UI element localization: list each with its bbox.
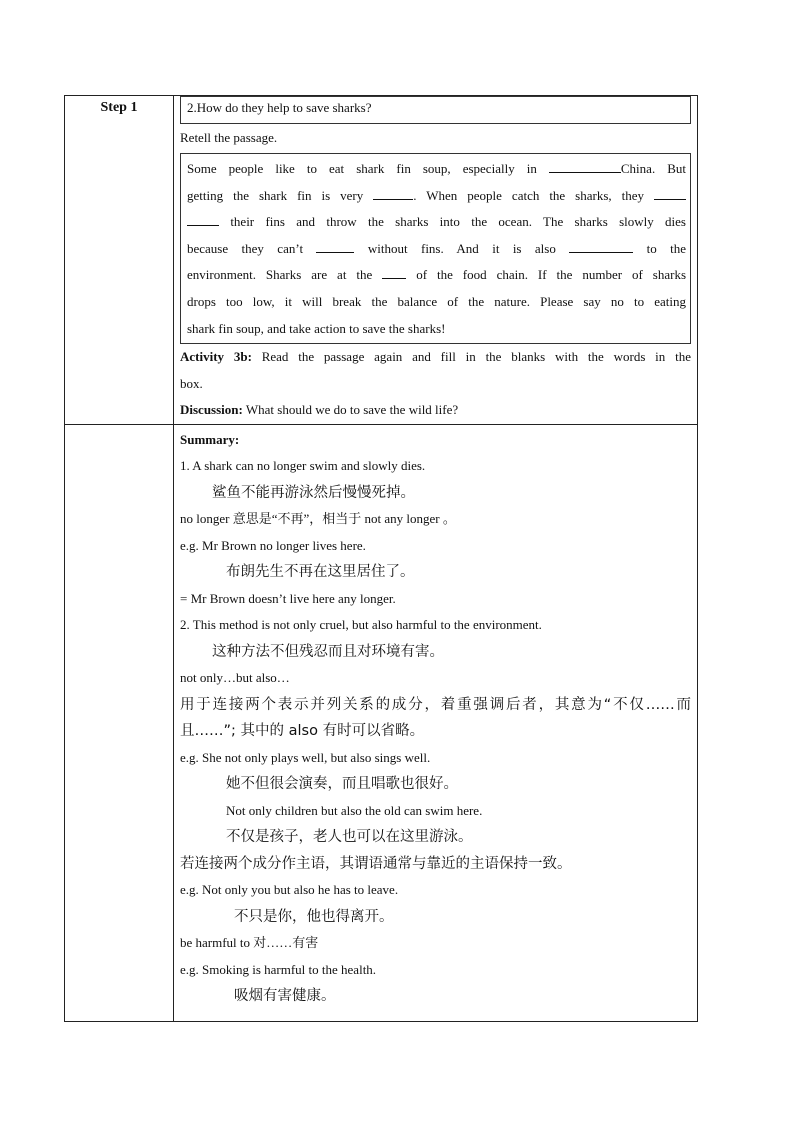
activity-text: Read the passage again and fill in the blanks with the words in the <box>251 349 691 365</box>
question-text: 2.How do they help to save sharks? <box>187 100 372 115</box>
passage-line-6: drops too low, it will break the balance of the nature. Please say no to eating <box>187 293 686 309</box>
summary-line-19: be harmful to 对……有害 <box>180 935 319 951</box>
passage-line-1: Some people like to eat shark fin soup, especially in China. But <box>187 161 687 176</box>
summary-line-6: = Mr Brown doesn’t live here any longer. <box>180 590 396 606</box>
summary-line-9: not only…but also… <box>180 670 290 686</box>
summary-line-13: 她不但很会演奏，而且唱歌也很好。 <box>226 776 458 793</box>
summary-label-cell <box>65 424 174 1021</box>
activity-3b-cont: box. <box>180 375 203 391</box>
passage-line-5: environment. Sharks are at the of the food chain. If the number of sharks <box>187 267 687 283</box>
summary-line-20: e.g. Smoking is harmful to the health. <box>180 961 377 977</box>
table-row-step1 <box>65 96 698 425</box>
blank-4 <box>316 241 354 253</box>
step-label-cell <box>65 96 174 425</box>
blank-1 <box>549 161 621 173</box>
summary-line-2: 鲨鱼不能再游泳然后慢慢死掉。 <box>212 484 415 501</box>
blank-5 <box>569 241 633 253</box>
summary-line-15: 不仅是孩子，老人也可以在这里游泳。 <box>226 829 473 846</box>
discussion-label: Discussion: <box>180 402 243 418</box>
summary-line-17: e.g. Not only you but also he has to leave. <box>180 882 399 898</box>
summary-line-10: 用于连接两个表示并列关系的成分，着重强调后者，其意为“不仅……而 <box>180 696 691 713</box>
summary-line-1: 1. A shark can no longer swim and slowly dies. <box>180 458 426 474</box>
discussion <box>180 397 691 424</box>
lesson-table <box>64 95 698 1022</box>
retell-instruction: Retell the passage. <box>180 130 278 145</box>
passage-line-2: getting the shark fin is very . When people catch the sharks, they <box>187 183 686 210</box>
summary-heading: Summary: <box>180 431 240 447</box>
activity-3b <box>180 344 691 371</box>
question-box <box>180 96 691 124</box>
blank-3b <box>187 214 219 226</box>
summary-content-cell <box>174 424 698 1021</box>
blank-2 <box>373 188 413 200</box>
summary-line-7: 2. This method is not only cruel, but also harmful to the environment. <box>180 617 542 633</box>
table-row-summary <box>65 424 698 1021</box>
summary-line-18: 不只是你，他也得离开。 <box>234 908 394 925</box>
passage-box <box>180 153 691 344</box>
summary-line-12: e.g. She not only plays well, but also sings well. <box>180 749 431 765</box>
summary-line-16: 若连接两个成分作主语，其谓语通常与靠近的主语保持一致。 <box>180 855 572 872</box>
summary-line-4: e.g. Mr Brown no longer lives here. <box>180 537 366 553</box>
discussion-text: What should we do to save the wild life? <box>242 402 459 418</box>
summary-line-21: 吸烟有害健康。 <box>234 988 336 1005</box>
summary-line-14: Not only children but also the old can swim here. <box>226 802 483 818</box>
step-content-cell <box>174 96 698 425</box>
activity-label: Activity 3b: <box>180 349 252 365</box>
summary-line-8: 这种方法不但残忍而且对环境有害。 <box>212 643 444 660</box>
summary-line-3: no longer 意思是“不再”，相当于 not any longer 。 <box>180 511 456 527</box>
passage-line-4: because they can’t without fins. And it is also to the <box>187 240 687 256</box>
summary-line-11: 且……”; 其中的 also 有时可以省略。 <box>180 723 425 740</box>
blank-3a <box>654 188 686 200</box>
step-label: Step 1 <box>100 100 138 115</box>
summary-line-5: 布朗先生不再在这里居住了。 <box>226 564 415 581</box>
blank-6 <box>382 267 406 279</box>
passage-line-3: their fins and throw the sharks into the ocean. The sharks slowly dies <box>187 209 686 236</box>
passage-line-7: shark fin soup, and take action to save the sharks! <box>187 320 446 336</box>
